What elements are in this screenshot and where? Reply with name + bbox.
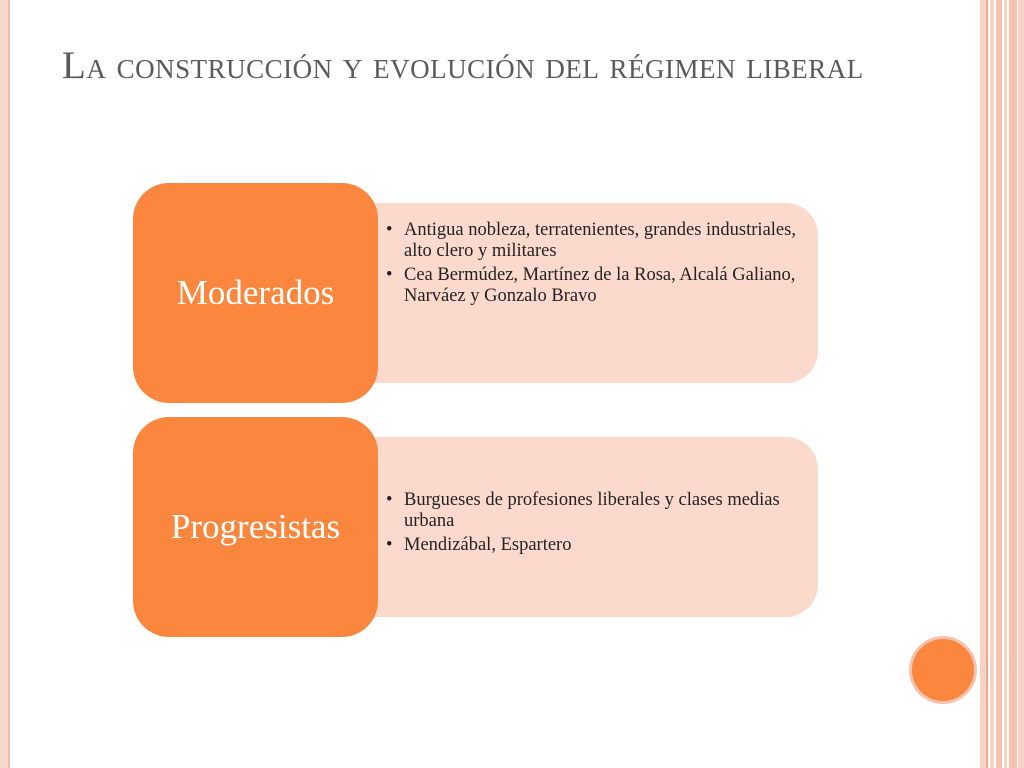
group-moderados <box>133 183 818 403</box>
group-progresistas <box>133 417 818 637</box>
bullet-text: Cea Bermúdez, Martínez de la Rosa, Alcalá Galiano, Narváez y Gonzalo Bravo <box>404 265 796 306</box>
bullet-item <box>386 490 796 531</box>
bullet-icon: • <box>386 220 393 240</box>
right-stripe <box>1004 0 1007 768</box>
bullet-item <box>386 535 796 556</box>
left-border-line <box>8 0 10 768</box>
right-stripe <box>1018 0 1024 768</box>
left-border <box>0 0 8 768</box>
right-stripe <box>990 0 994 768</box>
bullet-text: Burgueses de profesiones liberales y clases medias urbana <box>404 490 780 531</box>
right-stripe <box>996 0 1002 768</box>
group-label: Moderados <box>133 183 378 403</box>
bullet-list <box>386 490 796 660</box>
bullet-icon: • <box>386 265 393 285</box>
group-label: Progresistas <box>133 417 378 637</box>
decorative-circle <box>912 639 974 701</box>
bullet-list <box>386 220 796 390</box>
right-stripe <box>986 0 988 768</box>
right-stripe <box>1009 0 1017 768</box>
bullet-item <box>386 265 796 306</box>
bullet-icon: • <box>386 535 393 555</box>
bullet-icon: • <box>386 490 393 510</box>
bullet-item <box>386 220 796 261</box>
bullet-text: Antigua nobleza, terratenientes, grandes industriales, alto clero y militares <box>404 220 796 261</box>
bullet-text: Mendizábal, Espartero <box>404 535 572 555</box>
slide-title: La construcción y evolución del régimen liberal <box>62 44 864 87</box>
